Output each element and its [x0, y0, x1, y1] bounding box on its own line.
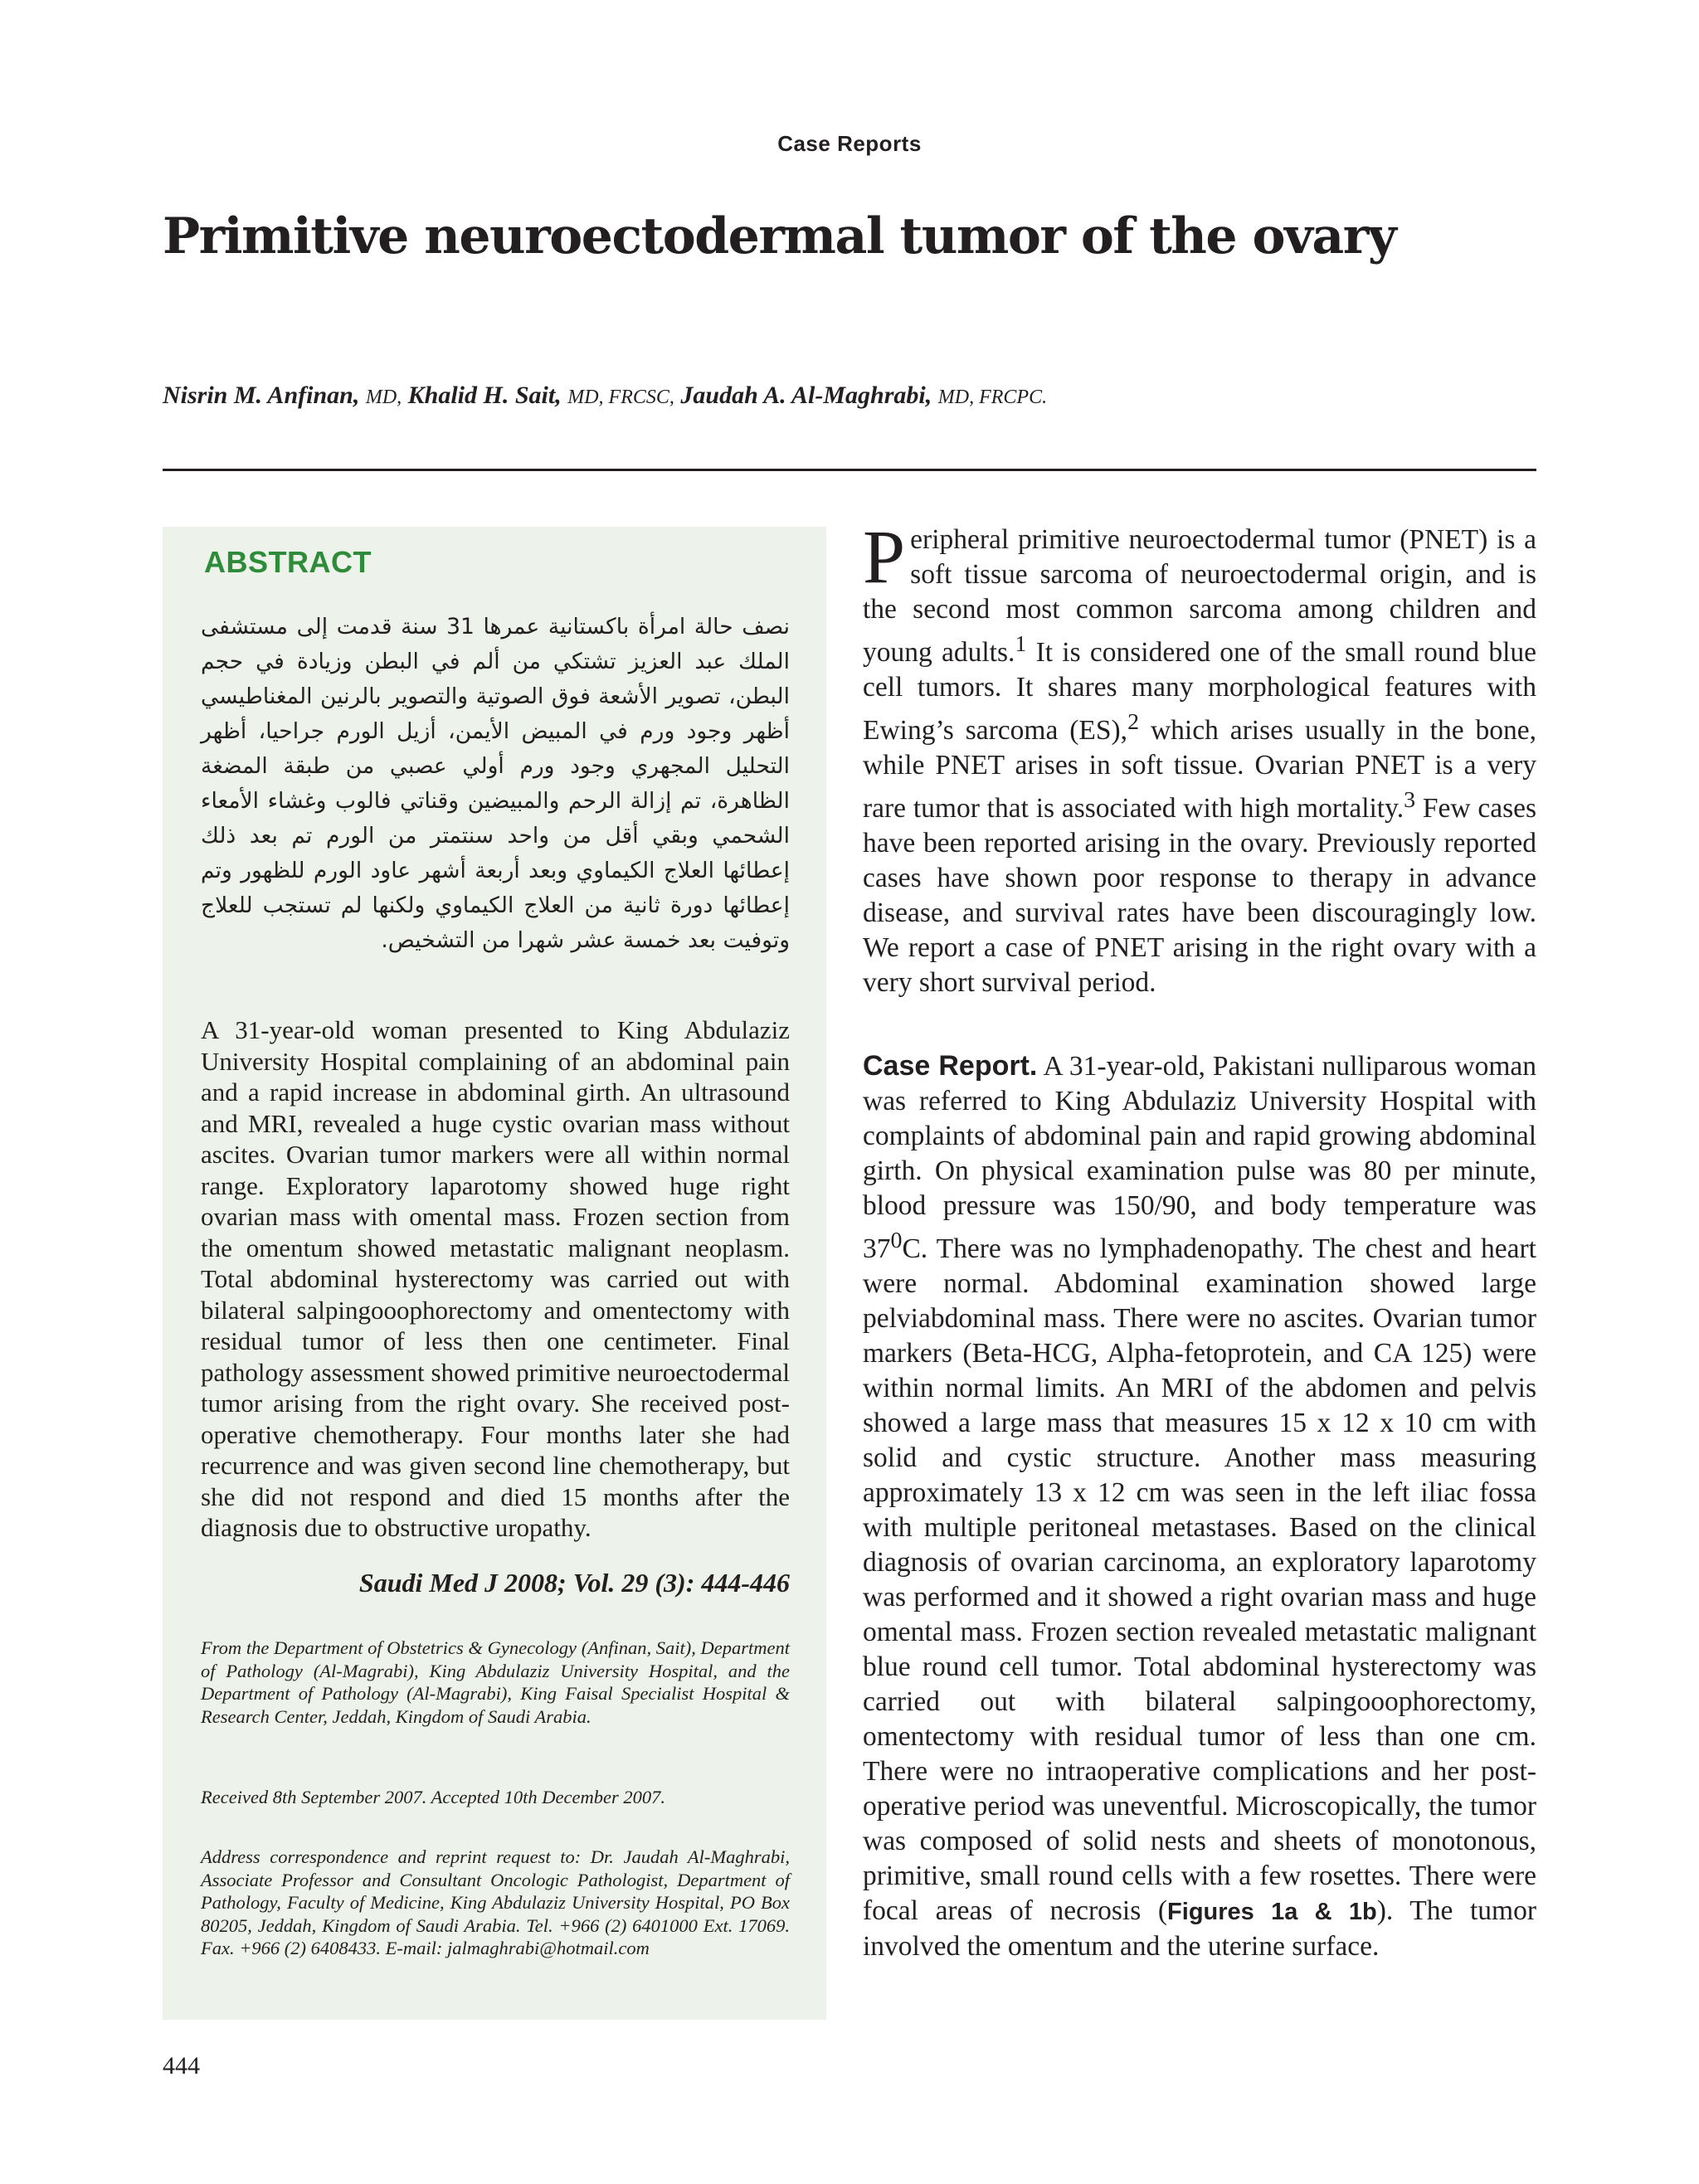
author-degrees: MD, FRCPC. — [937, 387, 1048, 408]
intro-text: which arises usually in the bone, while PNET arises in soft tissue. Ovarian PNET is a very rare tumor that is associated with high mortality. — [863, 715, 1536, 824]
degree-superscript: 0 — [890, 1228, 903, 1253]
case-report-text: A 31-year-old, Pakistani nulliparous woman was referred to King Abdulaziz University Hospital with complaints of abdominal pain and rapid growing abdominal girth. On physical examination pulse was 80 per minute, blood pressure was 150/90, and body temperature was 37 — [863, 1051, 1536, 1265]
header-divider — [163, 469, 1536, 471]
case-report-text: C. There was no lymphadenopathy. The chest and heart were normal. Abdominal examination showed large pelviabdominal mass. There were no ascites. Ovarian tumor markers (Beta-HCG, Alpha-fetoprotein, and CA 125) were within normal limits. An MRI of the abdomen and pelvis showed a large mass that measures 15 x 12 x 10 cm with solid and cystic structure. Another mass measuring approximately 13 x 12 cm was seen in the left iliac fossa with multiple peritoneal metastases. Based on the clinical diagnosis of ovarian carcinoma, an exploratory laparotomy was performed and it showed a right ovarian mass and huge omental mass. Frozen section revealed metastatic malignant blue round cell tumor. Total abdominal hysterectomy was carried out with bilateral salpingooophorectomy, omentectomy with residual tumor of less than one cm. There were no intraoperative complications and her post-operative period was uneventful. Microscopically, the tumor was composed of solid nests and sheets of monotonous, primitive, small round cells with a few rosettes. There were focal areas of necrosis ( — [863, 1233, 1536, 1927]
reference-marker: 2 — [1127, 709, 1140, 736]
article-title: Primitive neuroectodermal tumor of the ovary — [163, 207, 1396, 265]
author-name: Nisrin M. Anfinan, — [163, 382, 360, 409]
case-report-text: ). The tumor involved the omentum and the uterine surface. — [863, 1895, 1536, 1963]
journal-citation: Saudi Med J 2008; Vol. 29 (3): 444-446 — [358, 1568, 790, 1598]
section-label: Case Reports — [777, 131, 922, 156]
author-degrees: MD, — [365, 387, 402, 408]
intro-text: eripheral primitive neuroectodermal tumor (PNET) is a soft tissue sarcoma of neuroectodermal origin, and is the second most common sarcoma among children and young adults. — [863, 524, 1536, 669]
author-degrees: MD, FRCSC, — [567, 387, 674, 408]
author-list — [163, 382, 1047, 410]
page-number: 444 — [163, 2052, 200, 2079]
abstract-heading: ABSTRACT — [204, 545, 372, 579]
introduction-paragraph — [863, 514, 1537, 1000]
case-report-heading: Case Report. — [863, 1050, 1038, 1082]
author-name: Jaudah A. Al-Maghrabi, — [680, 382, 932, 409]
figure-reference: Figures 1a & 1b — [1167, 1899, 1377, 1926]
affiliation-note: From the Department of Obstetrics & Gynecology (Anfinan, Sait), Department of Pathology (Al-Magrabi), King Abdulaziz University Hospital, and the Department of Pathology (Al-Magrabi), King Faisal Specialist Hospital & Research Center, Jeddah, Kingdom of Saudi Arabia. — [201, 1637, 790, 1727]
received-dates: Received 8th September 2007. Accepted 10th December 2007. — [201, 1787, 666, 1807]
drop-cap: P — [863, 514, 906, 599]
intro-text: Few cases have been reported arising in the ovary. Previously reported cases have shown poor response to therapy in advance disease, and survival rates have been discouragingly low. We report a case of PNET arising in the right ovary with a very short survival period. — [863, 793, 1537, 999]
case-report-paragraph — [863, 1048, 1536, 1964]
abstract-arabic: نصف حالة امرأة باكستانية عمرها 31 سنة قدمت إلى مستشفى الملك عبد العزيز تشتكي من ألم في البطن وزيادة في حجم البطن، تصوير الأشعة فوق الصوتية والتصوير بالرنين المغناطيسي أظهر وجود ورم في المبيض الأيمن، أزيل الورم جراحيا، أظهر التحليل المجهري وجود ورم أولي عصبي من طبقة المضغة الظاهرة، تم إزالة الرحم والمبيضين وقناتي فالوب وغشاء الأمعاء الشحمي وبقي أقل من واحد سنتمتر من الورم تم بعد ذلك إعطائها العلاج الكيماوي وبعد أربعة أشهر عاود الورم للظهور وتم إعطائها دورة ثانية من العلاج الكيماوي ولكنها لم تستجب للعلاج وتوفيت بعد خمسة عشر شهرا من التشخيص. — [201, 614, 790, 953]
intro-text: It is considered one of the small round blue cell tumors. It shares many morphological features with Ewing’s sarcoma (ES), — [863, 637, 1536, 747]
reference-marker: 3 — [1404, 787, 1416, 814]
correspondence-address: Address correspondence and reprint request to: Dr. Jaudah Al-Maghrabi, Associate Professor and Consultant Oncologic Pathologist, Department of Pathology, Faculty of Medicine, King Abdulaziz University Hospital, PO Box 80205, Jeddah, Kingdom of Saudi Arabia. Tel. +966 (2) 6401000 Ext. 17069. Fax. +966 (2) 6408433. E-mail: jalmaghrabi@hotmail.com — [201, 1846, 790, 1958]
abstract-box — [163, 527, 826, 2020]
author-name: Khalid H. Sait, — [407, 382, 562, 409]
reference-marker: 1 — [1015, 631, 1027, 657]
abstract-english: A 31-year-old woman presented to King Abdulaziz University Hospital complaining of an abdominal pain and a rapid increase in abdominal girth. An ultrasound and MRI, revealed a huge cystic ovarian mass without ascites. Ovarian tumor markers were all within normal range. Exploratory laparotomy showed huge right ovarian mass with omental mass. Frozen section from the omentum showed metastatic malignant neoplasm. Total abdominal hysterectomy was carried out with bilateral salpingooophorectomy and omentectomy with residual tumor of less then one centimeter. Final pathology assessment showed primitive neuroectodermal tumor arising from the right ovary. She received post- operative chemotherapy. Four months later she had recurrence and was given second line chemotherapy, but she did not respond and died 15 months after the diagnosis due to obstructive uropathy. — [201, 1015, 790, 1542]
